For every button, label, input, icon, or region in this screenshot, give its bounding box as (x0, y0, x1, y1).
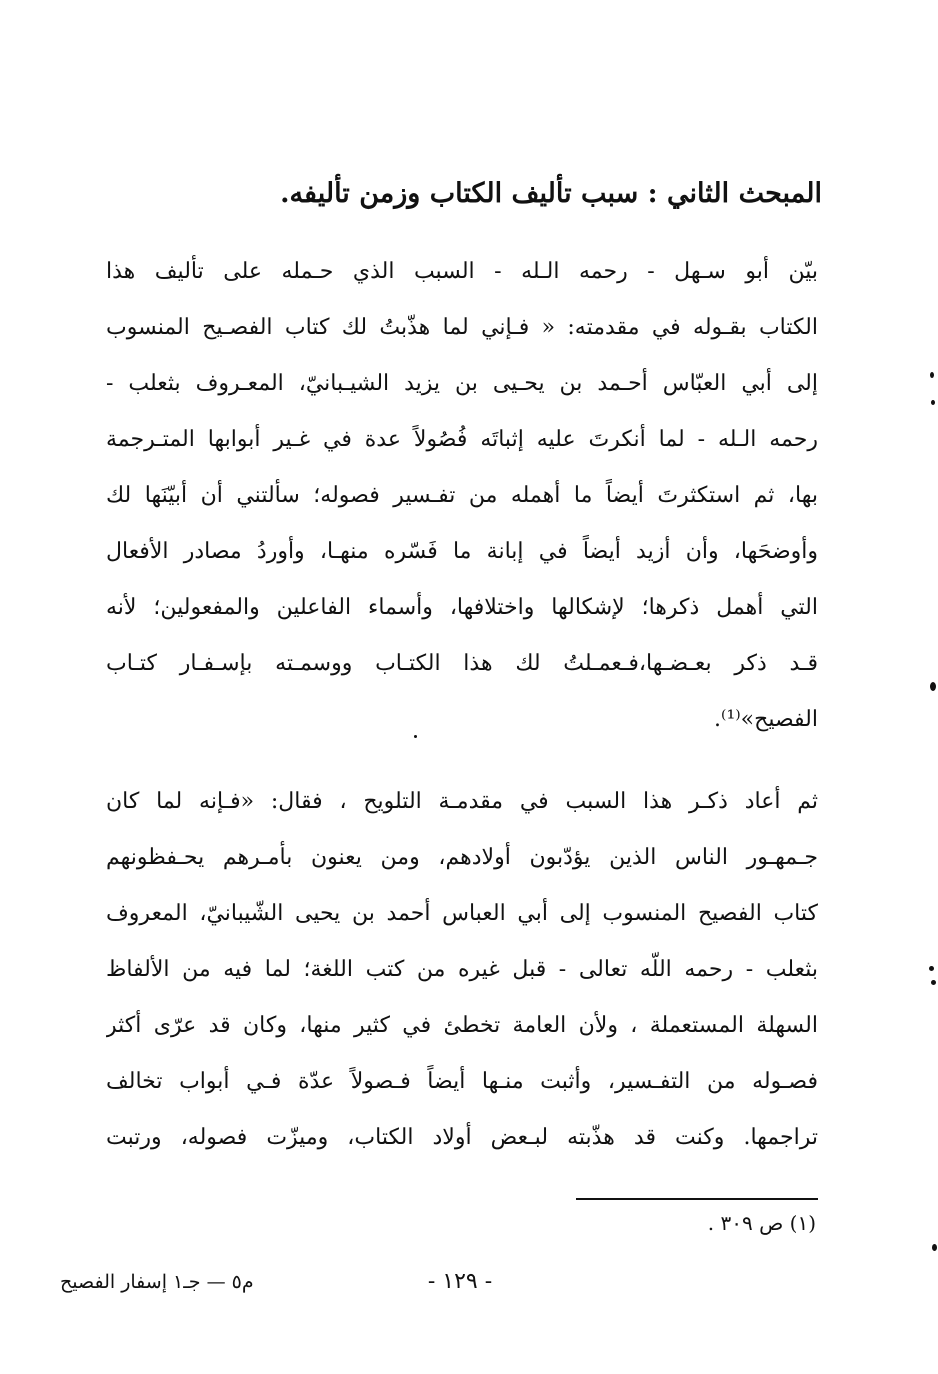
page-number: - ١٢٩ - (427, 1269, 493, 1294)
text-line: الكتاب بقـوله في مقدمته: « فـإني لما هذّبتُ لك كتاب الفصـيح المنسوب (106, 315, 818, 340)
text-line: كتاب الفصيح المنسوب إلى أبي العباس أحمد بن يحيى الشّيبانيّ، المعروف (106, 901, 818, 926)
text-line: ثم أعاد ذكـر هذا السبب في مقدمـة التلويح ، فقال: «فـإنه لما كان (106, 789, 818, 814)
text-line: قـد ذكر بعـضـها،فـعمـلتُ لك هذا الكتـاب ووسمـته بإسـفـار كتـاب (106, 651, 818, 676)
text-line: السهلة المستعملة ، ولأن العامة تخطئ في كثير منها، وكان قد عرّى أكثر (106, 1013, 818, 1038)
footnote: (١) ص ٣٠٩ . (707, 1211, 816, 1235)
scan-speck (414, 735, 417, 738)
book-reference: م٥ — جـ١ إسفار الفصيح (60, 1271, 254, 1293)
text-line: تراجمها. وكنت قد هذّبته لبـعض أولاد الكتاب، وميزّت فصوله، ورتبت (106, 1125, 818, 1150)
scan-speck (931, 980, 936, 985)
scan-speck (929, 966, 934, 971)
text-line: فصـوله من التفـسير، وأثبت منـها أيضاً فـصولاً عدّة فـي أبواب تخالف (106, 1069, 818, 1094)
text-line: إلى أبي العبّاس أحـمد بن يحـيى بن يزيد الشيـبانيّ، المعـروف بثعلب - (106, 371, 818, 396)
text-line: جـمهـور الناس الذين يؤدّبون أولادهم، ومن يعنون بأمـرهم يحـفظونهم (106, 845, 818, 870)
scan-speck (930, 372, 934, 378)
text-line: رحمه الـله - لما أنكرتَ عليه إثباتَه فُصُولاً عدة في غـير أبوابها المتـرجمة (106, 427, 818, 452)
text-line: بيّن أبو سـهل - رحمه الـله - السبب الذي حـمله على تأليف هذا (106, 259, 818, 284)
text-line: بها، ثم استكثرتَ أيضاً ما أهمله من تفـسير فصوله؛ سألتني أن أبيّنَها لك (106, 483, 818, 508)
paragraph-2 (106, 774, 818, 1166)
paragraph-1 (106, 244, 818, 748)
section-heading: المبحث الثاني : سبب تأليف الكتاب وزمن تأليفه. (280, 178, 822, 209)
text-line: التي أهمل ذكرها؛ لإشكالها واختلافها، وأسماء الفاعلين والمفعولين؛ لأنه (106, 595, 818, 620)
scan-speck (931, 400, 935, 405)
text-line: بثعلب - رحمه اللّه تعالى - قبل غيره من كتب اللغة؛ لما فيه من الألفاظ (106, 957, 818, 982)
footnote-divider (576, 1198, 818, 1200)
text-line: الفصيح»⁽¹⁾. (714, 707, 818, 732)
scan-speck (930, 682, 936, 691)
text-line: وأوضحَها، وأن أزيد أيضاً في إبانة ما فَسّره منهـا، وأوردُ مصادر الأفعال (106, 539, 818, 564)
scan-speck (932, 1244, 937, 1251)
